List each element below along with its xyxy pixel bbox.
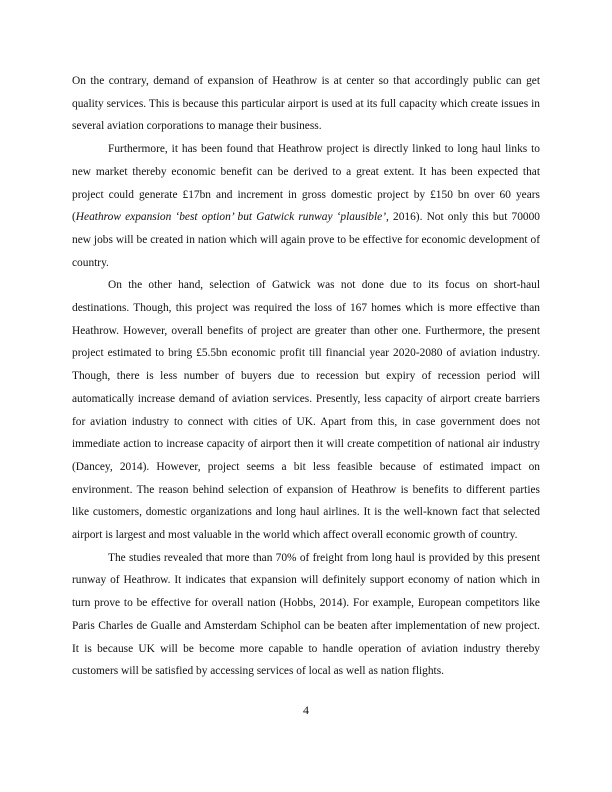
- paragraph-1: On the contrary, demand of expansion of Heathrow is at center so that accordingly public can get quality services. This is because this particular airport is used at its full capacity which create issues in several aviation corporations to manage their business.: [72, 75, 540, 133]
- paragraph-2: [72, 138, 540, 274]
- paragraph-2-citation-title: Heathrow expansion ‘best option’ but Gatwick runway ‘plausible’: [75, 211, 386, 224]
- paragraph-3: On the other hand, selection of Gatwick was not done due to its focus on short-haul destinations. Though, this project was required the loss of 167 homes which is more effective than Heathrow. However, overall benefits of project are greater than other one. Furthermore, the present project estimated to bring £5.5bn economic profit till financial year 2020-2080 of aviation industry. Though, there is less number of buyers due to recession but expiry of recession period will automatically increase demand of aviation services. Presently, less capacity of airport create barriers for aviation industry to connect with cities of UK. Apart from this, in case government does not immediate action to increase capacity of airport then it will create competition of national air industry (Dancey, 2014). However, project seems a bit less feasible because of estimated impact on environment. The reason behind selection of expansion of Heathrow is benefits to different parties like customers, domestic organizations and long haul airlines. It is the well-known fact that selected airport is largest and most valuable in the world which affect overall economic growth of country.: [72, 279, 540, 542]
- paragraph-2-text-before: Furthermore, it has been found that Heathrow project is directly linked to long haul links to new market thereby economic benefit can be derived to a great extent. It has been expected that project could generate £17bn and increment in gross domestic project by £150 bn over 60 years (: [72, 143, 540, 224]
- body-text: [72, 70, 540, 683]
- page-number: 4: [303, 703, 309, 717]
- paragraph-4: The studies revealed that more than 70% of freight from long haul is provided by this present runway of Heathrow. It indicates that expansion will definitely support economy of nation which in turn prove to be effective for overall nation (Hobbs, 2014). For example, European competitors like Paris Charles de Gualle and Amsterdam Schiphol can be beaten after implementation of new project. It is because UK will be become more capable to handle operation of aviation industry thereby customers will be satisfied by accessing services of local as well as nation flights.: [72, 551, 540, 678]
- paragraph-2-text-after: , 2016). Not only this but 70000 new jobs will be created in nation which will again prove to be effective for economic development of country.: [72, 211, 540, 269]
